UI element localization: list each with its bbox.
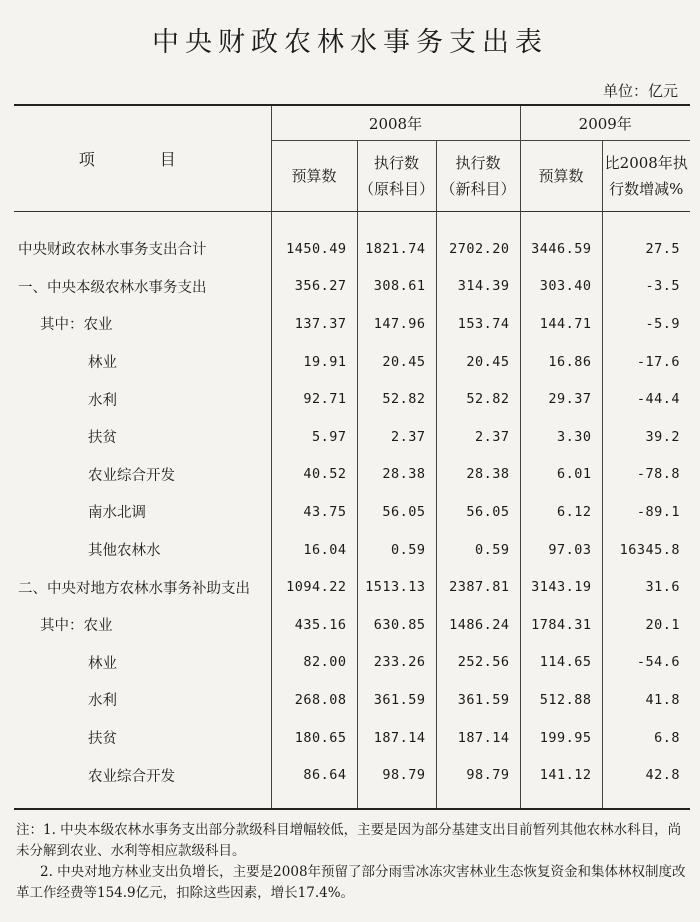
cell-old: 20.45 <box>357 343 436 381</box>
cell-b2009: 512.88 <box>520 681 602 719</box>
cell-new: 56.05 <box>436 493 520 531</box>
cell-old: 56.05 <box>357 493 436 531</box>
cell-chg: -17.6 <box>602 343 690 381</box>
cell-new: 28.38 <box>436 456 520 494</box>
cell-chg: -54.6 <box>602 644 690 682</box>
cell-new: 0.59 <box>436 531 520 569</box>
cell-new: 98.79 <box>436 756 520 794</box>
row-label: 水利 <box>88 693 117 710</box>
cell-b2008: 16.04 <box>271 531 357 569</box>
header-change-pct: 比2008年执 行数增减% <box>602 141 690 212</box>
cell-new: 153.74 <box>436 305 520 343</box>
cell-b2008: 40.52 <box>271 456 357 494</box>
cell-new: 2702.20 <box>436 230 520 268</box>
row-label: 农业综合开发 <box>88 467 175 484</box>
cell-old: 0.59 <box>357 531 436 569</box>
table-row <box>14 456 690 494</box>
row-label: 扶贫 <box>88 731 117 748</box>
cell-old: 630.85 <box>357 606 436 644</box>
header-item: 项 目 <box>14 105 271 211</box>
cell-chg: 6.8 <box>602 719 690 757</box>
table-row <box>14 343 690 381</box>
expenditure-table <box>14 104 690 810</box>
table-row <box>14 380 690 418</box>
header-exec-old: 执行数 （原科目） <box>357 141 436 212</box>
row-label: 扶贫 <box>88 430 117 447</box>
header-budget-2009: 预算数 <box>520 141 602 212</box>
cell-chg: 41.8 <box>602 681 690 719</box>
page-title: 中央财政农林水事务支出表 <box>152 27 548 58</box>
cell-chg: 16345.8 <box>602 531 690 569</box>
table-row <box>14 418 690 456</box>
cell-b2008: 180.65 <box>271 719 357 757</box>
table-row <box>14 493 690 531</box>
cell-chg: -3.5 <box>602 268 690 306</box>
cell-new: 1486.24 <box>436 606 520 644</box>
cell-old: 1821.74 <box>357 230 436 268</box>
cell-chg: -89.1 <box>602 493 690 531</box>
cell-b2009: 6.01 <box>520 456 602 494</box>
unit-label: 单位：亿元 <box>602 82 678 100</box>
cell-b2009: 3446.59 <box>520 230 602 268</box>
cell-old: 308.61 <box>357 268 436 306</box>
cell-b2008: 435.16 <box>271 606 357 644</box>
row-label: 林业 <box>88 355 117 372</box>
cell-chg: 31.6 <box>602 568 690 606</box>
cell-b2008: 5.97 <box>271 418 357 456</box>
cell-new: 2.37 <box>436 418 520 456</box>
table-row <box>14 606 690 644</box>
cell-b2009: 199.95 <box>520 719 602 757</box>
cell-b2008: 82.00 <box>271 644 357 682</box>
cell-b2008: 86.64 <box>271 756 357 794</box>
row-label: 中央财政农林水事务支出合计 <box>18 242 207 259</box>
cell-b2008: 1094.22 <box>271 568 357 606</box>
row-label: 水利 <box>88 392 117 409</box>
cell-old: 233.26 <box>357 644 436 682</box>
cell-chg: -44.4 <box>602 380 690 418</box>
row-label: 农业综合开发 <box>88 768 175 785</box>
row-label: 一、中央本级农林水事务支出 <box>18 279 207 296</box>
cell-old: 361.59 <box>357 681 436 719</box>
cell-old: 52.82 <box>357 380 436 418</box>
cell-b2009: 141.12 <box>520 756 602 794</box>
cell-chg: 27.5 <box>602 230 690 268</box>
cell-b2009: 1784.31 <box>520 606 602 644</box>
table-row <box>14 531 690 569</box>
cell-old: 98.79 <box>357 756 436 794</box>
row-label: 其中：农业 <box>40 618 113 635</box>
cell-b2009: 144.71 <box>520 305 602 343</box>
cell-chg: -78.8 <box>602 456 690 494</box>
cell-old: 2.37 <box>357 418 436 456</box>
cell-old: 28.38 <box>357 456 436 494</box>
cell-b2009: 97.03 <box>520 531 602 569</box>
row-label: 二、中央对地方农林水事务补助支出 <box>18 580 250 597</box>
cell-b2009: 303.40 <box>520 268 602 306</box>
table-row <box>14 719 690 757</box>
cell-b2008: 92.71 <box>271 380 357 418</box>
row-label: 其他农林水 <box>88 543 161 560</box>
table-row <box>14 756 690 794</box>
cell-new: 20.45 <box>436 343 520 381</box>
cell-b2008: 19.91 <box>271 343 357 381</box>
header-year-2008: 2008年 <box>271 105 520 141</box>
cell-b2009: 3143.19 <box>520 568 602 606</box>
cell-b2008: 356.27 <box>271 268 357 306</box>
cell-chg: -5.9 <box>602 305 690 343</box>
table-row <box>14 305 690 343</box>
cell-new: 361.59 <box>436 681 520 719</box>
cell-chg: 20.1 <box>602 606 690 644</box>
cell-new: 187.14 <box>436 719 520 757</box>
cell-chg: 39.2 <box>602 418 690 456</box>
cell-old: 187.14 <box>357 719 436 757</box>
cell-b2009: 16.86 <box>520 343 602 381</box>
cell-b2009: 114.65 <box>520 644 602 682</box>
cell-b2009: 6.12 <box>520 493 602 531</box>
cell-new: 252.56 <box>436 644 520 682</box>
cell-b2008: 43.75 <box>271 493 357 531</box>
row-label: 其中：农业 <box>40 317 113 334</box>
cell-old: 1513.13 <box>357 568 436 606</box>
table-row <box>14 681 690 719</box>
cell-new: 314.39 <box>436 268 520 306</box>
cell-b2008: 1450.49 <box>271 230 357 268</box>
cell-chg: 42.8 <box>602 756 690 794</box>
cell-b2009: 3.30 <box>520 418 602 456</box>
header-budget-2008: 预算数 <box>271 141 357 212</box>
table-row <box>14 644 690 682</box>
footnotes <box>16 820 688 904</box>
header-year-2009: 2009年 <box>520 105 690 141</box>
row-label: 林业 <box>88 655 117 672</box>
cell-b2008: 268.08 <box>271 681 357 719</box>
cell-b2008: 137.37 <box>271 305 357 343</box>
cell-new: 2387.81 <box>436 568 520 606</box>
header-exec-new: 执行数 （新科目） <box>436 141 520 212</box>
table-row <box>14 268 690 306</box>
row-label: 南水北调 <box>88 505 146 522</box>
table-row <box>14 230 690 268</box>
cell-b2009: 29.37 <box>520 380 602 418</box>
footnote-1: 注：1. 中央本级农林水事务支出部分款级科目增幅较低，主要是因为部分基建支出目前暂列其他农林水科目，尚未分解到农业、水利等相应款级科目。 <box>16 822 682 859</box>
table-row <box>14 568 690 606</box>
cell-old: 147.96 <box>357 305 436 343</box>
footnote-2: 2. 中央对地方林业支出负增长，主要是2008年预留了部分雨雪冰冻灾害林业生态恢复资金和集体林权制度改革工作经费等154.9亿元，扣除这些因素，增长17.4%。 <box>16 864 686 901</box>
cell-new: 52.82 <box>436 380 520 418</box>
